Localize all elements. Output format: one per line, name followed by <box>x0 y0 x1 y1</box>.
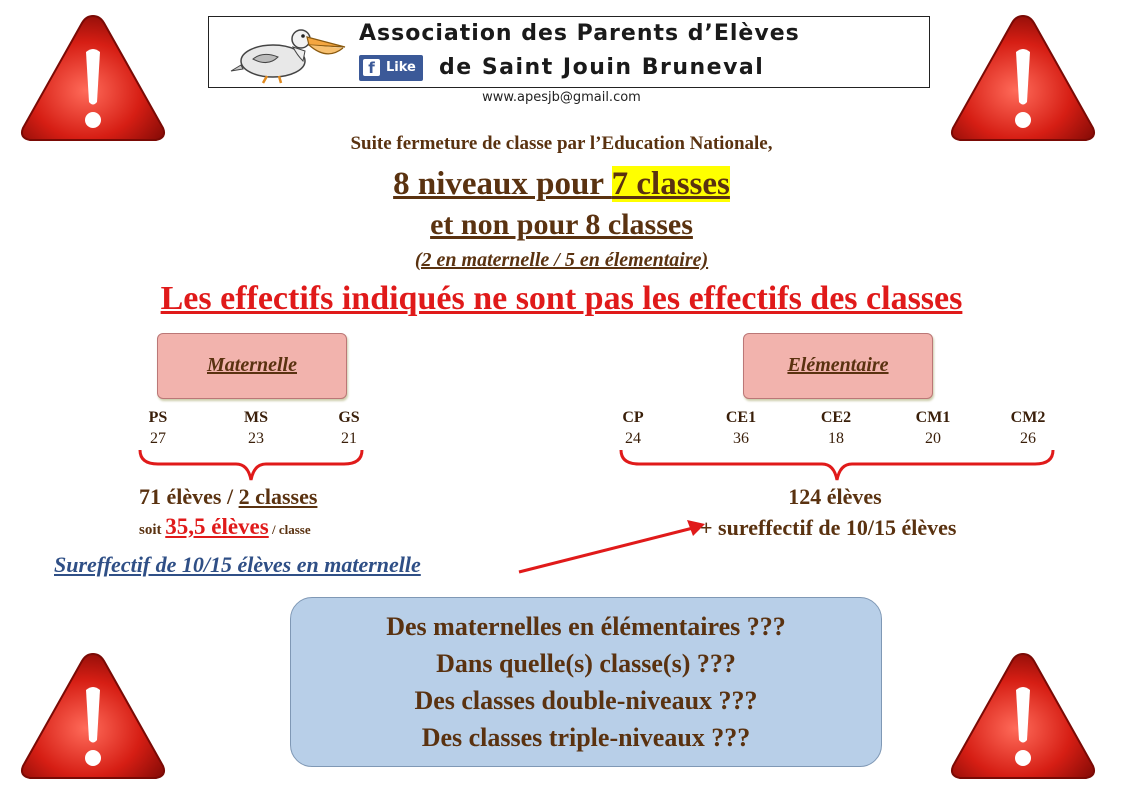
level-cp-label: CP <box>622 409 644 426</box>
level-cm1-count: 20 <box>925 430 941 447</box>
headline-line4: (2 en maternelle / 5 en élementaire) <box>414 249 709 271</box>
maternelle-total-count: 71 élèves / <box>139 484 239 509</box>
level-ce1-label: CE1 <box>725 409 757 426</box>
level-ce1-count: 36 <box>733 430 749 447</box>
elementaire-brace <box>617 448 1057 484</box>
question-2: Dans quelle(s) classe(s) ??? <box>436 649 736 678</box>
headline-line2 <box>0 166 1123 203</box>
level-ps-count: 27 <box>150 430 166 447</box>
level-cm2-label: CM2 <box>1010 409 1046 426</box>
headline-line2-text: 8 niveaux pour <box>393 166 612 202</box>
headline-warning: Les effectifs indiqués ne sont pas les effectifs des classes <box>160 280 963 317</box>
facebook-like-button[interactable] <box>359 55 423 81</box>
association-name-line2: de Saint Jouin Bruneval <box>439 55 765 80</box>
level-ce2-label: CE2 <box>820 409 852 426</box>
elementaire-title: Elémentaire <box>743 333 933 399</box>
level-gs-count: 21 <box>341 430 357 447</box>
average-value: 35,5 élèves <box>165 514 269 539</box>
level-ms-label: MS <box>244 409 268 426</box>
warning-triangle-icon <box>18 648 168 783</box>
warning-triangle-icon <box>948 648 1098 783</box>
elementaire-surplus: + sureffectif de 10/15 élèves <box>700 515 957 540</box>
questions-box <box>290 597 882 767</box>
maternelle-average <box>139 514 311 540</box>
average-prefix: soit <box>139 522 166 538</box>
highlighted-classes: 7 classes <box>611 166 730 202</box>
maternelle-total-classes: 2 classes <box>238 484 318 509</box>
question-3: Des classes double-niveaux ??? <box>414 686 758 715</box>
association-name-line1: Association des Parents d’Elèves <box>359 21 800 46</box>
average-suffix: / classe <box>268 522 311 537</box>
headline-line3: et non pour 8 classes <box>430 208 693 241</box>
level-gs-label: GS <box>338 409 360 426</box>
maternelle-surplus-note: Sureffectif de 10/15 élèves en maternelle <box>54 552 421 577</box>
question-4: Des classes triple-niveaux ??? <box>421 723 751 752</box>
facebook-f-icon: f <box>363 59 380 76</box>
question-1: Des maternelles en élémentaires ??? <box>386 612 786 641</box>
facebook-like-label: Like <box>386 60 416 75</box>
level-cm2-count: 26 <box>1020 430 1036 447</box>
maternelle-total <box>139 484 317 510</box>
level-ce2-count: 18 <box>828 430 844 447</box>
warning-triangle-icon <box>948 10 1098 145</box>
arrow-icon <box>515 518 715 578</box>
pelican-logo-icon <box>223 21 353 85</box>
level-cp-count: 24 <box>625 430 641 447</box>
level-ms-count: 23 <box>248 430 264 447</box>
maternelle-brace <box>136 448 366 484</box>
maternelle-title: Maternelle <box>157 333 347 399</box>
level-cm1-label: CM1 <box>915 409 951 426</box>
headline-line1: Suite fermeture de classe par l’Education Nationale, <box>350 133 773 154</box>
association-header <box>208 16 930 88</box>
level-ps-label: PS <box>148 409 168 426</box>
email-address[interactable]: www.apesjb@gmail.com <box>482 90 641 105</box>
elementaire-total: 124 élèves <box>788 484 882 509</box>
warning-triangle-icon <box>18 10 168 145</box>
